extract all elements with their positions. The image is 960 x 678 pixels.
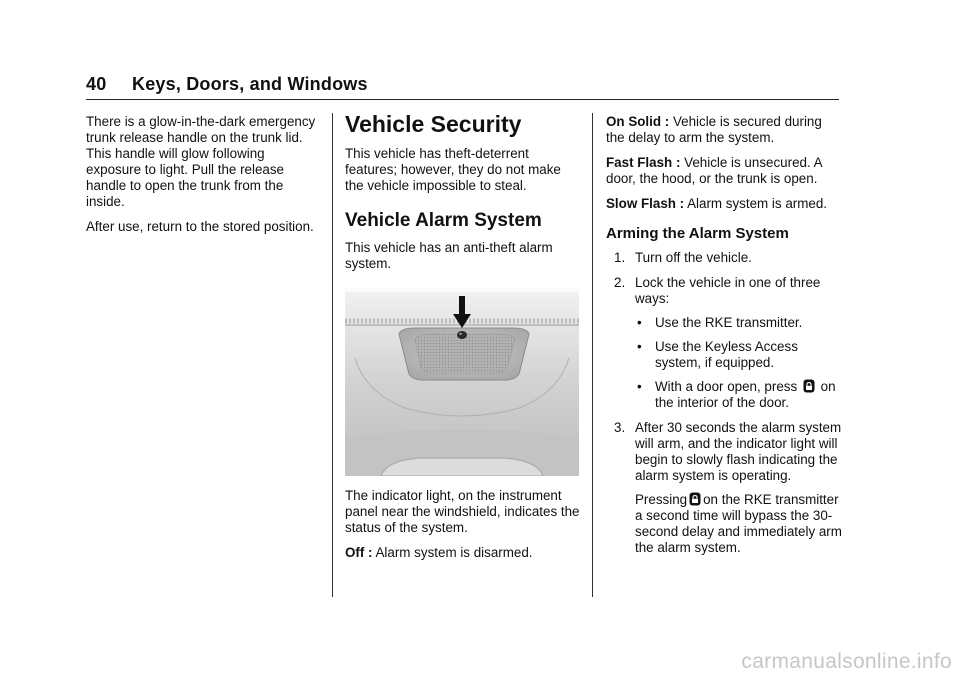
dashboard-indicator-illustration bbox=[345, 288, 579, 476]
list-item-text: Use the Keyless Access system, if equipped. bbox=[655, 339, 798, 370]
step-pressing-line bbox=[635, 492, 842, 556]
column-left bbox=[86, 114, 320, 244]
step-item bbox=[606, 275, 842, 411]
status-slow-flash bbox=[606, 196, 842, 212]
page-number: 40 bbox=[86, 74, 107, 94]
step-text: After 30 seconds the alarm system will arm, and the indicator light will begin to slowly flash indicating the alarm system is operating. bbox=[635, 420, 842, 483]
section-title: Vehicle Security bbox=[345, 111, 522, 137]
step-item bbox=[606, 250, 842, 266]
indicator-light-paragraph: The indicator light, on the instrument panel near the windshield, indicates the status of the system. bbox=[345, 488, 580, 535]
step-number: 1. bbox=[614, 250, 626, 265]
stored-position-paragraph: After use, return to the stored position. bbox=[86, 219, 314, 234]
bullet: • bbox=[637, 339, 642, 354]
theft-deterrent-paragraph: This vehicle has theft-deterrent features; however, they do not make the vehicle impossible to steal. bbox=[345, 146, 561, 193]
list-item bbox=[635, 339, 842, 371]
alarm-intro-paragraph: This vehicle has an anti-theft alarm system. bbox=[345, 240, 553, 271]
step-text-continued: on the RKE transmitter a second time will bypass the 30-second delay and immediately arm the alarm system. bbox=[635, 492, 842, 555]
status-fast-flash-text: Vehicle is unsecured. A door, the hood, or the trunk is open. bbox=[606, 155, 822, 186]
status-off-term: Off : bbox=[345, 545, 373, 560]
status-on-solid-text: Vehicle is secured during the delay to arm the system. bbox=[606, 114, 822, 145]
watermark: carmanualsonline.info bbox=[741, 650, 952, 673]
subsection-title: Vehicle Alarm System bbox=[345, 210, 542, 231]
list-item-text: Use the RKE transmitter. bbox=[655, 315, 803, 330]
page-header bbox=[86, 74, 368, 95]
step-number: 3. bbox=[614, 420, 626, 435]
list-item bbox=[635, 379, 842, 411]
lock-icon bbox=[803, 379, 815, 393]
step-text: Lock the vehicle in one of three ways: bbox=[635, 275, 821, 306]
status-slow-flash-text: Alarm system is armed. bbox=[684, 196, 827, 211]
header-rule bbox=[86, 99, 839, 100]
lock-icon bbox=[689, 492, 701, 506]
list-item bbox=[635, 315, 842, 331]
step-item bbox=[606, 420, 842, 556]
status-on-solid-term: On Solid : bbox=[606, 114, 670, 129]
arming-steps bbox=[606, 250, 842, 556]
list-item-text-continued: on the interior of the door. bbox=[655, 379, 836, 410]
chapter-title: Keys, Doors, and Windows bbox=[132, 74, 368, 94]
column-middle bbox=[345, 110, 581, 570]
status-fast-flash bbox=[606, 155, 842, 187]
status-off-text: Alarm system is disarmed. bbox=[372, 545, 533, 560]
status-fast-flash-term: Fast Flash : bbox=[606, 155, 681, 170]
step-text-pressing: Pressing bbox=[635, 492, 688, 507]
status-off bbox=[345, 545, 581, 561]
trunk-release-paragraph: There is a glow-in-the-dark emergency trunk release handle on the trunk lid. This handle will glow following exposure to light. Pull the release handle to open the trunk from the inside. bbox=[86, 114, 316, 209]
status-slow-flash-term: Slow Flash : bbox=[606, 196, 685, 211]
bullet: • bbox=[637, 315, 642, 330]
column-divider-left bbox=[332, 113, 333, 597]
step-number: 2. bbox=[614, 275, 626, 290]
column-right bbox=[606, 114, 842, 565]
list-item-text: With a door open, press bbox=[655, 379, 798, 394]
step-text: Turn off the vehicle. bbox=[635, 250, 752, 265]
bullet: • bbox=[637, 379, 642, 394]
lock-ways-list bbox=[635, 315, 842, 411]
arming-title: Arming the Alarm System bbox=[606, 225, 789, 242]
column-divider-right bbox=[592, 113, 593, 597]
status-on-solid bbox=[606, 114, 842, 146]
